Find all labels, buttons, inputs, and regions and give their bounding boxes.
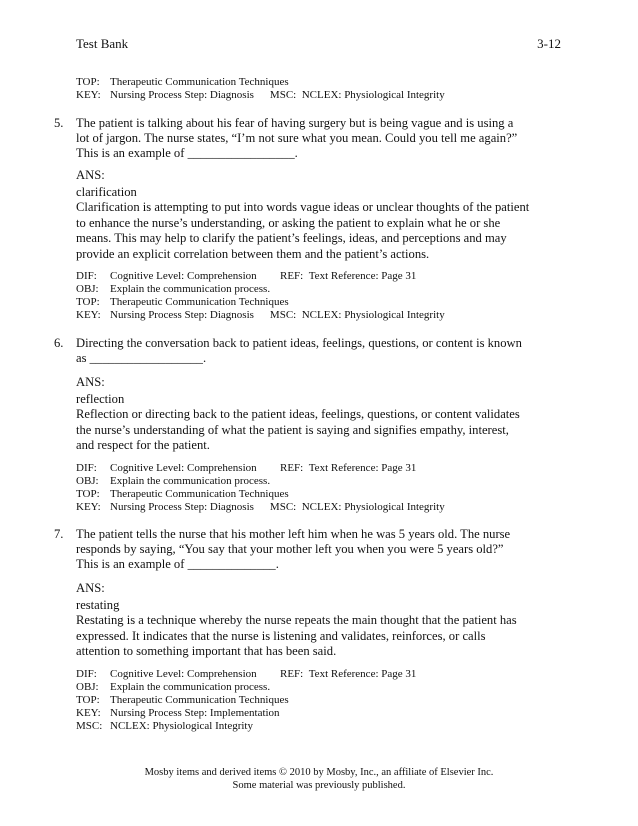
meta-key-line: KEY: Nursing Process Step: Diagnosis MSC: NCLEX: Physiological Integrity [76, 89, 445, 101]
ans-label: ANS: [76, 168, 105, 182]
question-text: Directing the conversation back to patient ideas, feelings, questions, or content is known as __________________. [76, 336, 522, 365]
question-number: 7. [54, 527, 64, 541]
rationale-line: Restating is a technique whereby the nurse repeats the main thought that the patient has [76, 613, 517, 627]
question-number: 5. [54, 116, 64, 130]
answer-text: restating [76, 597, 120, 612]
question-6 [54, 336, 554, 366]
page-footer [0, 766, 638, 792]
top-metadata [76, 76, 556, 102]
question-5 [54, 116, 554, 161]
metadata-6: DIF: Cognitive Level: Comprehension REF: Text Reference: Page 31 OBJ: Explain the communication process. TOP: Therapeutic Communication Techniques KEY: Nursing Process Step: Diagnosis MSC: NCLEX: Physiological Integrity [76, 462, 445, 513]
rationale-line: to enhance the nurse’s understanding, or asking the patient to explain what he or she [76, 215, 501, 230]
rationale-line: Clarification is attempting to put into words vague ideas or unclear thoughts of the patient [76, 200, 530, 214]
metadata-5: DIF: Cognitive Level: Comprehension REF: Text Reference: Page 31 OBJ: Explain the communication process. TOP: Therapeutic Communication Techniques KEY: Nursing Process Step: Diagnosis MSC: NCLEX: Physiological Integrity [76, 270, 445, 321]
ans-label: ANS: [76, 581, 105, 595]
question-text: The patient is talking about his fear of having surgery but is being vague and is using a lot of jargon. The nurse states, “I’m not sure what you mean. Could you tell me again?” This is an example of _________________. [76, 116, 518, 160]
page-number: 3-12 [537, 36, 561, 51]
ans-label: ANS: [76, 375, 105, 389]
answer-5 [76, 168, 556, 262]
question-number: 6. [54, 336, 64, 350]
rationale-line: provide an explicit correlation between them and the patient’s actions. [76, 246, 430, 261]
answer-6 [76, 375, 556, 454]
question-text: The patient tells the nurse that his mother left him when he was 5 years old. The nurse responds by saying, “You say that your mother left you when you were 5 years old?” This is an example of ______________. [76, 527, 511, 571]
rationale-line: the nurse’s understanding of what the patient is saying and signifies empathy, interest, [76, 422, 509, 437]
answer-text: reflection [76, 391, 125, 406]
rationale-line: Reflection or directing back to the patient ideas, feelings, questions, or content validates [76, 407, 520, 421]
question-7 [54, 527, 554, 572]
answer-7 [76, 581, 556, 660]
rationale-line: and respect for the patient. [76, 438, 210, 452]
rationale-line: attention to something important that has been said. [76, 644, 337, 658]
metadata-7: DIF: Cognitive Level: Comprehension REF: Text Reference: Page 31 OBJ: Explain the communication process. TOP: Therapeutic Communication Techniques KEY: Nursing Process Step: Implementation MSC: NCLEX: Physiological Integrity [76, 668, 417, 732]
meta-top-line: TOP: Therapeutic Communication Techniques [76, 76, 289, 88]
answer-text: clarification [76, 184, 137, 199]
rationale-line: means. This may help to clarify the patient’s feelings, ideas, and perceptions and may [76, 231, 507, 245]
header-title: Test Bank [76, 36, 129, 51]
rationale-line: expressed. It indicates that the nurse is listening and validates, reinforces, or calls [76, 628, 486, 643]
copyright-line: Mosby items and derived items © 2010 by Mosby, Inc., an affiliate of Elsevier Inc. [144, 767, 494, 778]
footer-note: Some material was previously published. [232, 780, 406, 791]
